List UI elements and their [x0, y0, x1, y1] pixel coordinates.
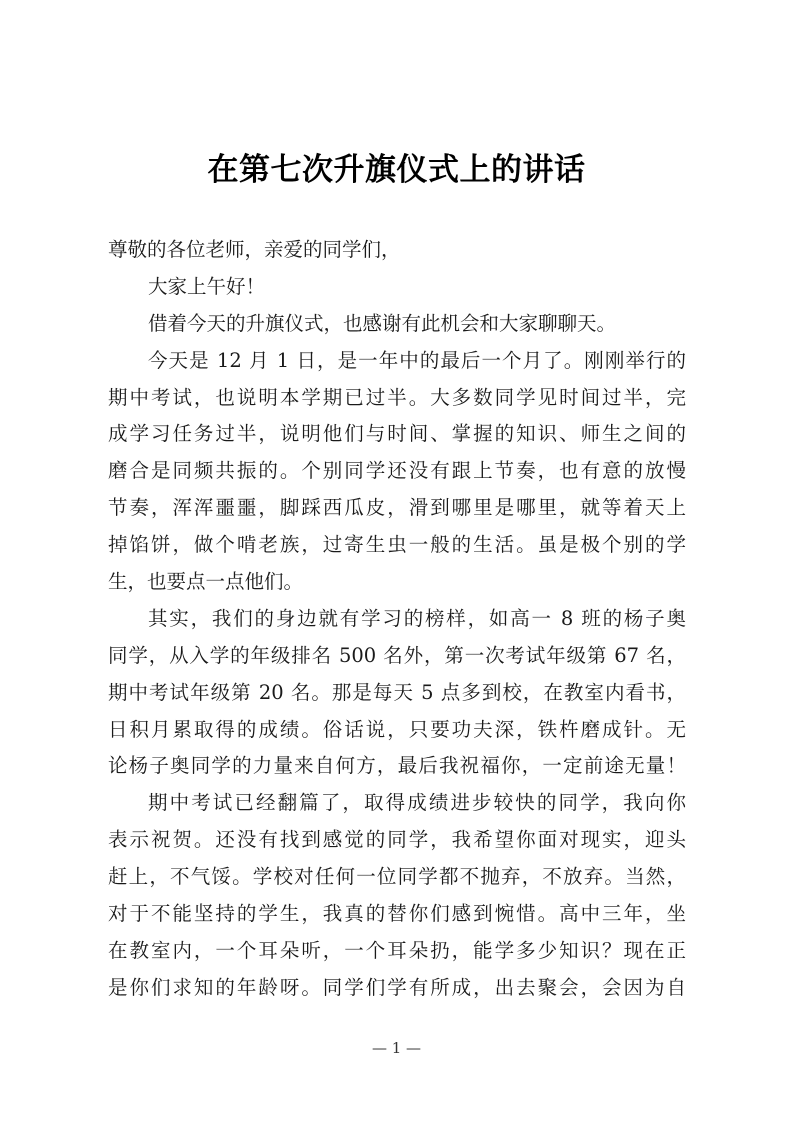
text-line: 成学习任务过半，说明他们与时间、掌握的知识、师生之间的 [108, 422, 686, 446]
text-line: 论杨子奥同学的力量来自何方，最后我祝福你，一定前途无量！ [108, 754, 686, 778]
text-line: 期中考试年级第 20 名。那是每天 5 点多到校，在教室内看书， [108, 680, 686, 704]
text-line: 今天是 12 月 1 日，是一年中的最后一个月了。刚刚举行的 [148, 348, 686, 372]
document-body [108, 232, 686, 1007]
text-line: 是你们求知的年龄呀。同学们学有所成，出去聚会，会因为自 [108, 975, 686, 999]
text-line: 生，也要点一点他们。 [108, 570, 304, 594]
text-line: 大家上午好！ [148, 274, 266, 298]
text-line: 节奏，浑浑噩噩，脚踩西瓜皮，滑到哪里是哪里，就等着天上 [108, 496, 686, 520]
text-line: 磨合是同频共振的。个别同学还没有跟上节奏，也有意的放慢 [108, 459, 686, 483]
text-line: 其实，我们的身边就有学习的榜样，如高一 8 班的杨子奥 [148, 606, 686, 630]
text-line: 同学，从入学的年级排名 500 名外，第一次考试年级第 67 名， [108, 643, 686, 667]
document-title: 在第七次升旗仪式上的讲话 [207, 152, 586, 188]
text-line: 期中考试，也说明本学期已过半。大多数同学见时间过半，完 [108, 385, 686, 409]
text-line: 日积月累取得的成绩。俗话说，只要功夫深，铁杵磨成针。无 [108, 717, 686, 741]
text-line: 在教室内，一个耳朵听，一个耳朵扔，能学多少知识？现在正 [108, 938, 686, 962]
text-line: 赶上，不气馁。学校对任何一位同学都不抛弃，不放弃。当然， [108, 865, 686, 889]
text-line: 对于不能坚持的学生，我真的替你们感到惋惜。高中三年，坐 [108, 902, 686, 926]
text-line: 借着今天的升旗仪式，也感谢有此机会和大家聊聊天。 [148, 311, 617, 335]
page-number: — 1 — [371, 1039, 422, 1057]
text-line: 尊敬的各位老师，亲爱的同学们， [108, 238, 401, 261]
text-line: 期中考试已经翻篇了，取得成绩进步较快的同学，我向你 [148, 791, 686, 815]
text-line: 掉馅饼，做个啃老族，过寄生虫一般的生活。虽是极个别的学 [108, 533, 686, 557]
text-line: 表示祝贺。还没有找到感觉的同学，我希望你面对现实，迎头 [108, 828, 686, 852]
